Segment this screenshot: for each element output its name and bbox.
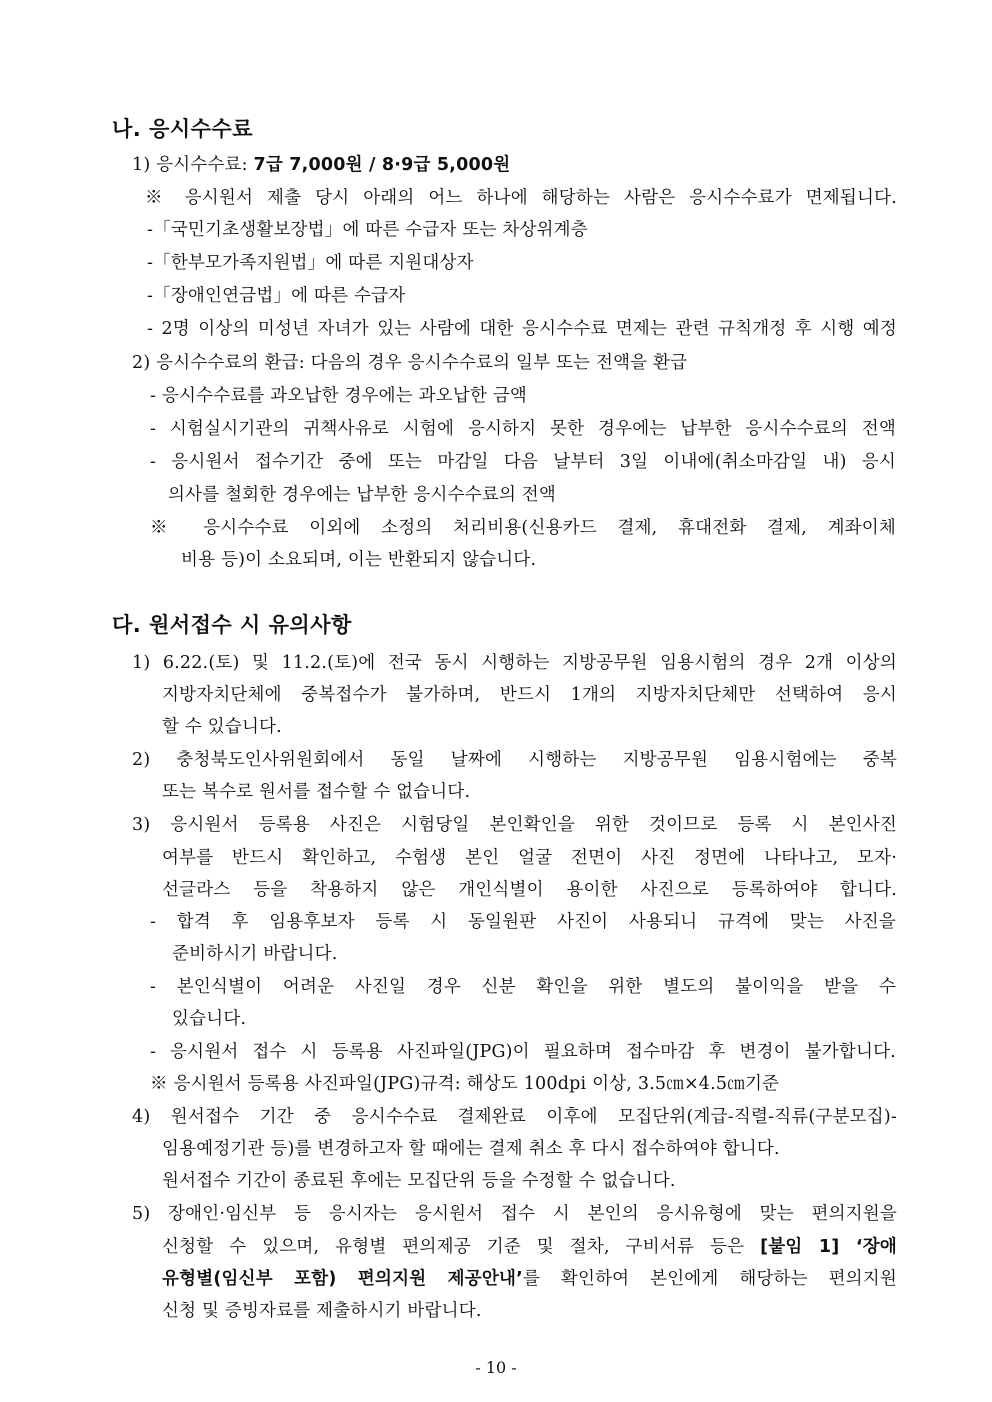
attachment-reference: [붙임 1] ‘장애 — [760, 1237, 897, 1257]
processing-fee-note: ※ 응시수수료 이외에 소정의 처리비용(신용카드 결제, 휴대전화 결제, 계좌이체 — [150, 518, 896, 538]
fee-item-1 — [132, 152, 510, 178]
fee-amount: 7급 7,000원 / 8·9급 5,000원 — [253, 155, 511, 175]
notice-item-2: 2) 충청북도인사위원회에서 동일 날짜에 시행하는 지방공무원 임용시험에는 중복 — [132, 750, 897, 770]
photo-sub-item: - 합격 후 임용후보자 등록 시 동일원판 사진이 사용되니 규격에 맞는 사진을 — [150, 912, 896, 932]
notice-item-5: 5) 장애인·임신부 등 응시자는 응시원서 접수 시 본인의 응시유형에 맞는 편의지원을 — [132, 1204, 897, 1224]
notice-item-5-continued — [162, 1266, 897, 1292]
attachment-title: 유형별(임신부 포함) 편의지원 제공안내’ — [162, 1269, 523, 1289]
notice-item-5-text: 신청할 수 있으며, 유형별 편의제공 기준 및 절차, 구비서류 등은 — [162, 1237, 761, 1257]
refund-item: - 시험실시기관의 귀책사유로 시험에 응시하지 못한 경우에는 납부한 응시수수료의 전액 — [150, 419, 896, 439]
section-heading-fee: 나. 응시수수료 — [112, 117, 254, 141]
notice-item-3: 3) 응시원서 등록용 사진은 시험당일 본인확인을 위한 것이므로 등록 시 본인사진 — [132, 815, 897, 835]
notice-item-3-continued: 선글라스 등을 착용하지 않은 개인식별이 용이한 사진으로 등록하여야 합니다. — [162, 880, 897, 900]
photo-spec-note: ※ 응시원서 등록용 사진파일(JPG)규격: 해상도 100dpi 이상, 3.5㎝×4.5㎝기준 — [150, 1074, 780, 1094]
notice-item-4-continued: 임용예정기관 등)를 변경하고자 할 때에는 결제 취소 후 다시 접수하여야 합니다. — [162, 1139, 780, 1159]
section-heading-application: 다. 원서접수 시 유의사항 — [112, 613, 352, 637]
notice-item-1: 1) 6.22.(토) 및 11.2.(토)에 전국 동시 시행하는 지방공무원 임용시험의 경우 2개 이상의 — [132, 653, 897, 673]
exemption-note: ※ 응시원서 제출 당시 아래의 어느 하나에 해당하는 사람은 응시수수료가 면제됩니다. — [145, 188, 897, 208]
photo-sub-item: - 응시원서 접수 시 등록용 사진파일(JPG)이 필요하며 접수마감 후 변경이 불가합니다. — [150, 1042, 896, 1062]
notice-item-1-continued: 지방자치단체에 중복접수가 불가하며, 반드시 1개의 지방자치단체만 선택하여 응시 — [162, 685, 897, 705]
photo-sub-item-continued: 있습니다. — [172, 1009, 247, 1029]
refund-item: - 응시원서 접수기간 중에 또는 마감일 다음 날부터 3일 이내에(취소마감일 내) 응시 — [150, 452, 896, 472]
refund-item-2: 2) 응시수수료의 환급: 다음의 경우 응시수수료의 일부 또는 전액을 환급 — [132, 353, 688, 373]
photo-sub-item-continued: 준비하시기 바랍니다. — [172, 944, 338, 964]
notice-item-4: 4) 원서접수 기간 중 응시수수료 결제완료 이후에 모집단위(계급-직렬-직류(구분모집)- — [132, 1107, 897, 1127]
photo-sub-item: - 본인식별이 어려운 사진일 경우 신분 확인을 위한 별도의 불이익을 받을 수 — [150, 977, 896, 997]
notice-item-5-text: 를 확인하여 본인에게 해당하는 편의지원 — [522, 1269, 897, 1289]
refund-item: - 응시수수료를 과오납한 경우에는 과오납한 금액 — [150, 386, 528, 406]
exemption-item: - 2명 이상의 미성년 자녀가 있는 사람에 대한 응시수수료 면제는 관련 규칙개정 후 시행 예정 — [147, 319, 897, 339]
exemption-item: -「국민기초생활보장법」에 따른 수급자 또는 차상위계층 — [147, 220, 588, 240]
page-number: - 10 - — [475, 1358, 517, 1377]
refund-item-continued: 의사를 철회한 경우에는 납부한 응시수수료의 전액 — [168, 485, 557, 505]
notice-item-1-continued: 할 수 있습니다. — [162, 717, 282, 737]
notice-item-4-continued: 원서접수 기간이 종료된 후에는 모집단위 등을 수정할 수 없습니다. — [162, 1171, 676, 1191]
notice-item-5-continued: 신청 및 증빙자료를 제출하시기 바랍니다. — [162, 1301, 482, 1321]
exemption-item: -「장애인연금법」에 따른 수급자 — [147, 286, 406, 306]
notice-item-5-continued — [162, 1234, 897, 1260]
processing-fee-note-continued: 비용 등)이 소요되며, 이는 반환되지 않습니다. — [181, 550, 537, 570]
notice-item-2-continued: 또는 복수로 원서를 접수할 수 없습니다. — [162, 782, 471, 802]
notice-item-3-continued: 여부를 반드시 확인하고, 수험생 본인 얼굴 전면이 사진 정면에 나타나고, 모자· — [162, 848, 897, 868]
fee-label: 1) 응시수수료: — [132, 155, 254, 175]
exemption-item: -「한부모가족지원법」에 따른 지원대상자 — [147, 253, 474, 273]
